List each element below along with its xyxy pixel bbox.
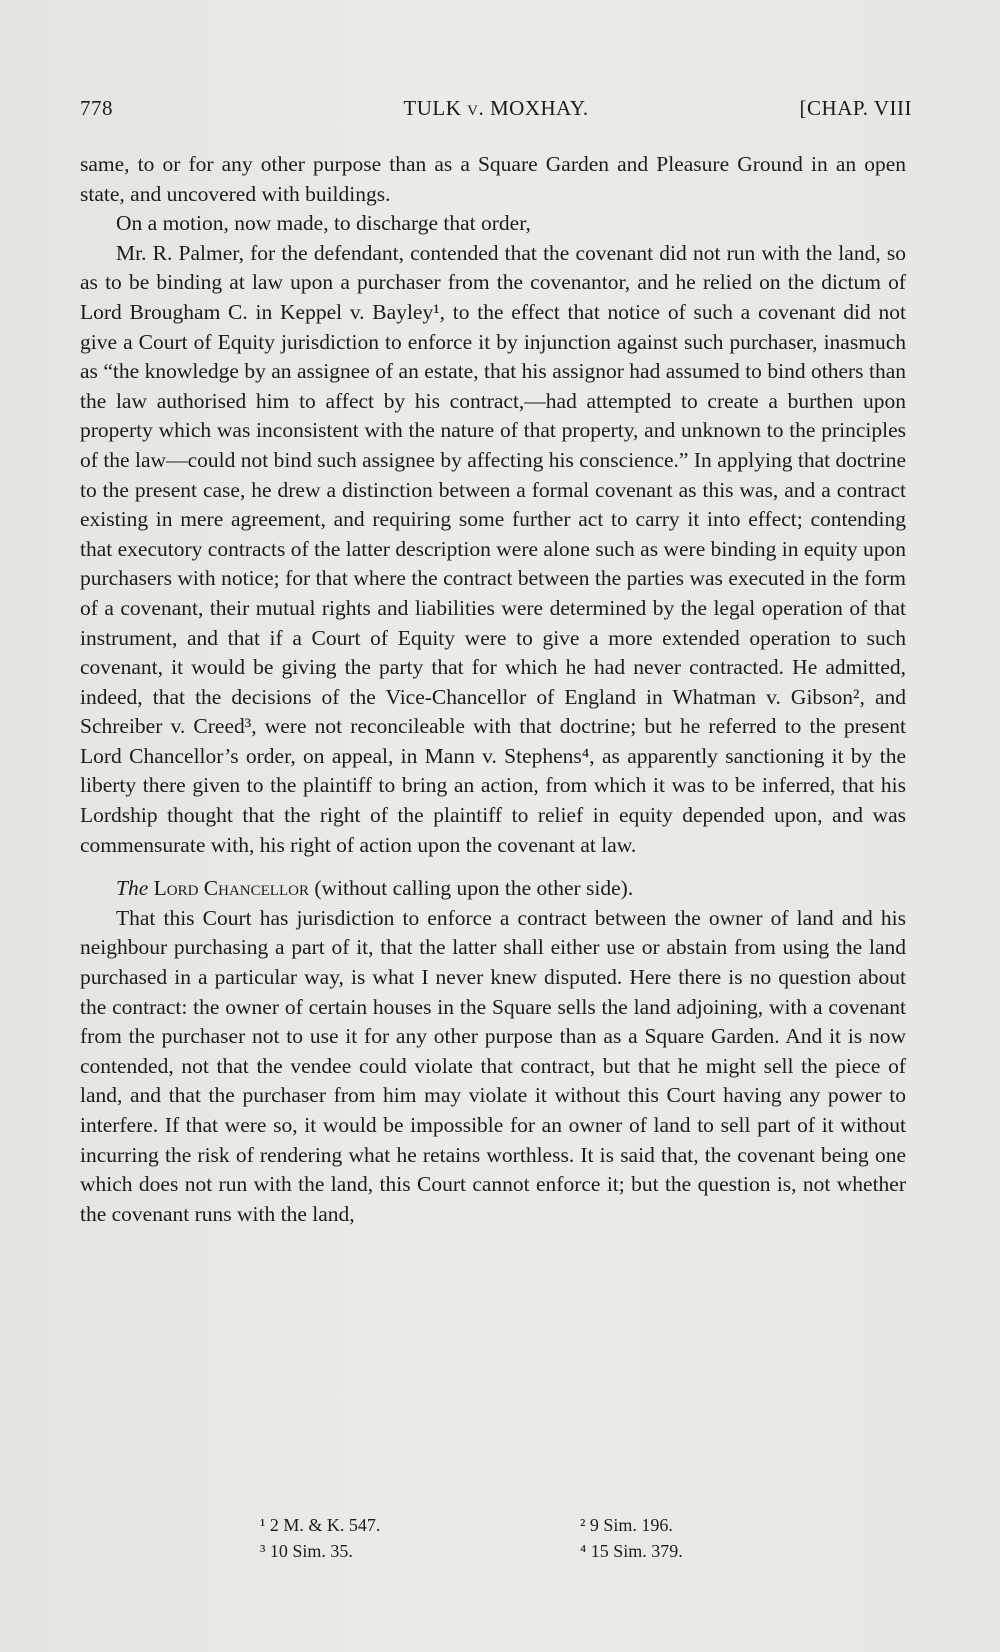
paragraph-motion: On a motion, now made, to discharge that order, xyxy=(116,211,531,236)
chapter-label: [CHAP. VIII xyxy=(799,96,912,120)
paragraph-lord-chancellor-heading xyxy=(80,874,906,904)
running-title: TULK v. MOXHAY. xyxy=(403,96,589,120)
footnote-2: ² 9 Sim. 196. xyxy=(580,1515,673,1535)
paragraph-continued: same, to or for any other purpose than as a Square Garden and Pleasure Ground in an open state, and uncovered with buildings. xyxy=(80,152,906,206)
page-number: 778 xyxy=(80,96,113,120)
footnote-1: ¹ 2 M. & K. 547. xyxy=(260,1515,381,1535)
heading-name: Lord Chancellor xyxy=(153,876,309,901)
paragraph-judgment: That this Court has jurisdiction to enforce a contract between the owner of land and his neighbour purchasing a part of it, that the latter shall either use or abstain from using the land purchased in a particular way, is what I never knew disputed. Here there is no question about the contract: the owner of certain houses in the Square sells the land adjoining, with a covenant from the purchaser not to use it for any other purpose than as a Square Garden. And it is now contended, not that the vendee could violate that contract, but that he might sell the piece of land, and that the purchaser from him may violate it without this Court having any power to interfere. If that were so, it would be impossible for an owner of land to sell part of it without incurring the risk of rendering what he retains worthless. It is said that, the covenant being one which does not run with the land, this Court cannot enforce it; but the question is, not whether the covenant runs with the land, xyxy=(80,905,906,1226)
paragraph-counsel-argument: Mr. R. Palmer, for the defendant, contended that the covenant did not run with the land, so as to be binding at law upon a purchaser from the covenantor, and he relied on the dictum of Lord Brougham C. in Keppel v. Bayley¹, to the effect that notice of such a covenant did not give a Court of Equity jurisdiction to enforce it by injunction against such purchaser, inasmuch as “the knowledge by an assignee of an estate, that his assignor had assumed to bind others than the law authorised him to affect by his contract,—had attempted to create a burthen upon property which was inconsistent with the nature of that property, and unknown to the principles of the law—could not bind such assignee by affecting his conscience.” In applying that doctrine to the present case, he drew a distinction between a formal covenant as this was, and a contract existing in mere agreement, and requiring some further act to carry it into effect; contending that executory contracts of the latter description were alone such as were binding in equity upon purchasers with notice; for that where the contract between the parties was executed in the form of a covenant, their mutual rights and liabilities were determined by the legal operation of that instrument, and that if a Court of Equity were to give a more extended operation to such covenant, it would be giving the party that for which he had never contracted. He admitted, indeed, that the decisions of the Vice-Chancellor of England in Whatman v. Gibson², and Schreiber v. Creed³, were not reconcileable with that doctrine; but he referred to the present Lord Chancellor’s order, on appeal, in Mann v. Stephens⁴, as apparently sanctioning it by the liberty there given to the plaintiff to bring an action, from which it was to be inferred, that his Lordship thought that the right of the plaintiff to relief in equity depended upon, and was commensurate with, his right of action upon the covenant at law. xyxy=(80,240,906,857)
running-header xyxy=(80,96,912,126)
footnote-3: ³ 10 Sim. 35. xyxy=(260,1541,353,1561)
footnote-4: ⁴ 15 Sim. 379. xyxy=(580,1541,683,1561)
main-text xyxy=(80,150,906,1229)
heading-rest: (without calling upon the other side). xyxy=(314,876,634,901)
heading-lead: The xyxy=(116,876,149,901)
